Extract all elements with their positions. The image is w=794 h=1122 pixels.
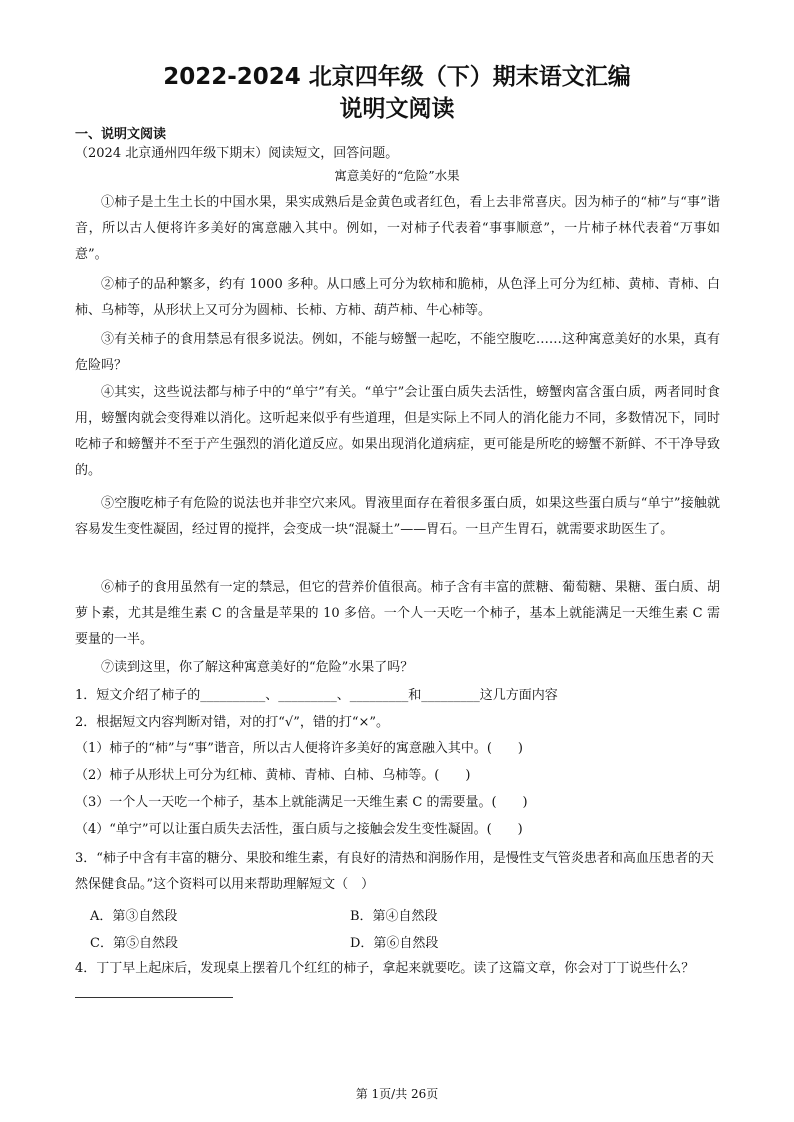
question-3: 3．“柿子中含有丰富的糖分、果胶和维生素，有良好的清热和润肠作用，是慢性支气管炎患者和高血压患者的天然保健食品。”这个资料可以用来帮助理解短文（ ） <box>75 851 714 892</box>
passage-paragraph-3: ③有关柿子的食用禁忌有很多说法。例如，不能与螃蟹一起吃，不能空腹吃……这种寓意美好的水果，真有危险吗？ <box>75 332 720 373</box>
section-heading: 一、说明文阅读 <box>75 127 167 142</box>
answer-line <box>75 997 233 998</box>
question-2-item-1: （1）柿子的“柿”与“事”谐音，所以古人便将许多美好的寓意融入其中。( ) <box>75 741 523 756</box>
question-2-item-3: （3）一个人一天吃一个柿子，基本上就能满足一天维生素 C 的需要量。( ) <box>75 795 528 810</box>
question-2-item-2: （2）柿子从形状上可分为红柿、黄柿、青柿、白柿、乌柿等。( ) <box>75 768 471 783</box>
question-3-option-b: B．第④自然段 <box>350 909 438 924</box>
source-note: （2024 北京通州四年级下期末）阅读短文，回答问题。 <box>75 146 399 161</box>
question-4: 4．丁丁早上起床后，发现桌上摆着几个红红的柿子，拿起来就要吃。读了这篇文章，你会对丁丁说些什么？ <box>75 961 695 976</box>
document-subtitle: 说明文阅读 <box>339 96 455 122</box>
passage-paragraph-7: ⑦读到这里，你了解这种寓意美好的“危险”水果了吗？ <box>101 660 414 675</box>
document-title: 2022-2024 北京四年级（下）期末语文汇编 <box>163 64 631 90</box>
page-number: 第 1页/共 26页 <box>355 1087 439 1101</box>
question-2-item-4: （4）“单宁”可以让蛋白质失去活性，蛋白质与之接触会发生变性凝固。( ) <box>75 822 523 837</box>
passage-paragraph-1: ①柿子是土生土长的中国水果，果实成熟后是金黄色或者红色，看上去非常喜庆。因为柿子的“柿”与“事”谐音，所以古人便将许多美好的寓意融入其中。例如，一对柿子代表着“事事顺意”，一片柿子林代表着“万事如意”。 <box>75 195 720 262</box>
question-1: 1．短文介绍了柿子的__________、_________、_________和_________这几方面内容 <box>75 688 558 703</box>
passage-paragraph-5: ⑤空腹吃柿子有危险的说法也并非空穴来风。胃液里面存在着很多蛋白质，如果这些蛋白质与“单宁”接触就容易发生变性凝固，经过胃的搅拌，会变成一块“混凝土”——胃石。一旦产生胃石，就需要求助医生了。 <box>75 496 720 537</box>
passage-paragraph-6: ⑥柿子的食用虽然有一定的禁忌，但它的营养价值很高。柿子含有丰富的蔗糖、葡萄糖、果糖、蛋白质、胡萝卜素，尤其是维生素 C 的含量是苹果的 10 多倍。一个人一天吃一个柿子，基本上就能满足一天维生素 C 需要量的一半。 <box>75 580 720 647</box>
passage-paragraph-4: ④其实，这些说法都与柿子中的“单宁”有关。“单宁”会让蛋白质失去活性，螃蟹肉富含蛋白质，两者同时食用，螃蟹肉就会变得难以消化。这听起来似乎有些道理，但是实际上不同人的消化能力不同，多数情况下，同时吃柿子和螃蟹并不至于产生强烈的消化道反应。如果出现消化道病症，更可能是所吃的螃蟹不新鲜、不干净导致的。 <box>75 385 720 478</box>
question-3-option-d: D．第⑥自然段 <box>350 936 439 951</box>
question-2: 2．根据短文内容判断对错，对的打“√”，错的打“×”。 <box>75 715 390 730</box>
passage-title: 寓意美好的“危险”水果 <box>334 168 460 183</box>
passage-paragraph-2: ②柿子的品种繁多，约有 1000 多种。从口感上可分为软柿和脆柿，从色泽上可分为红柿、黄柿、青柿、白柿、乌柿等，从形状上又可分为圆柿、长柿、方柿、葫芦柿、牛心柿等。 <box>75 277 720 318</box>
question-3-option-c: C．第⑤自然段 <box>90 936 178 951</box>
question-3-option-a: A．第③自然段 <box>90 909 178 924</box>
